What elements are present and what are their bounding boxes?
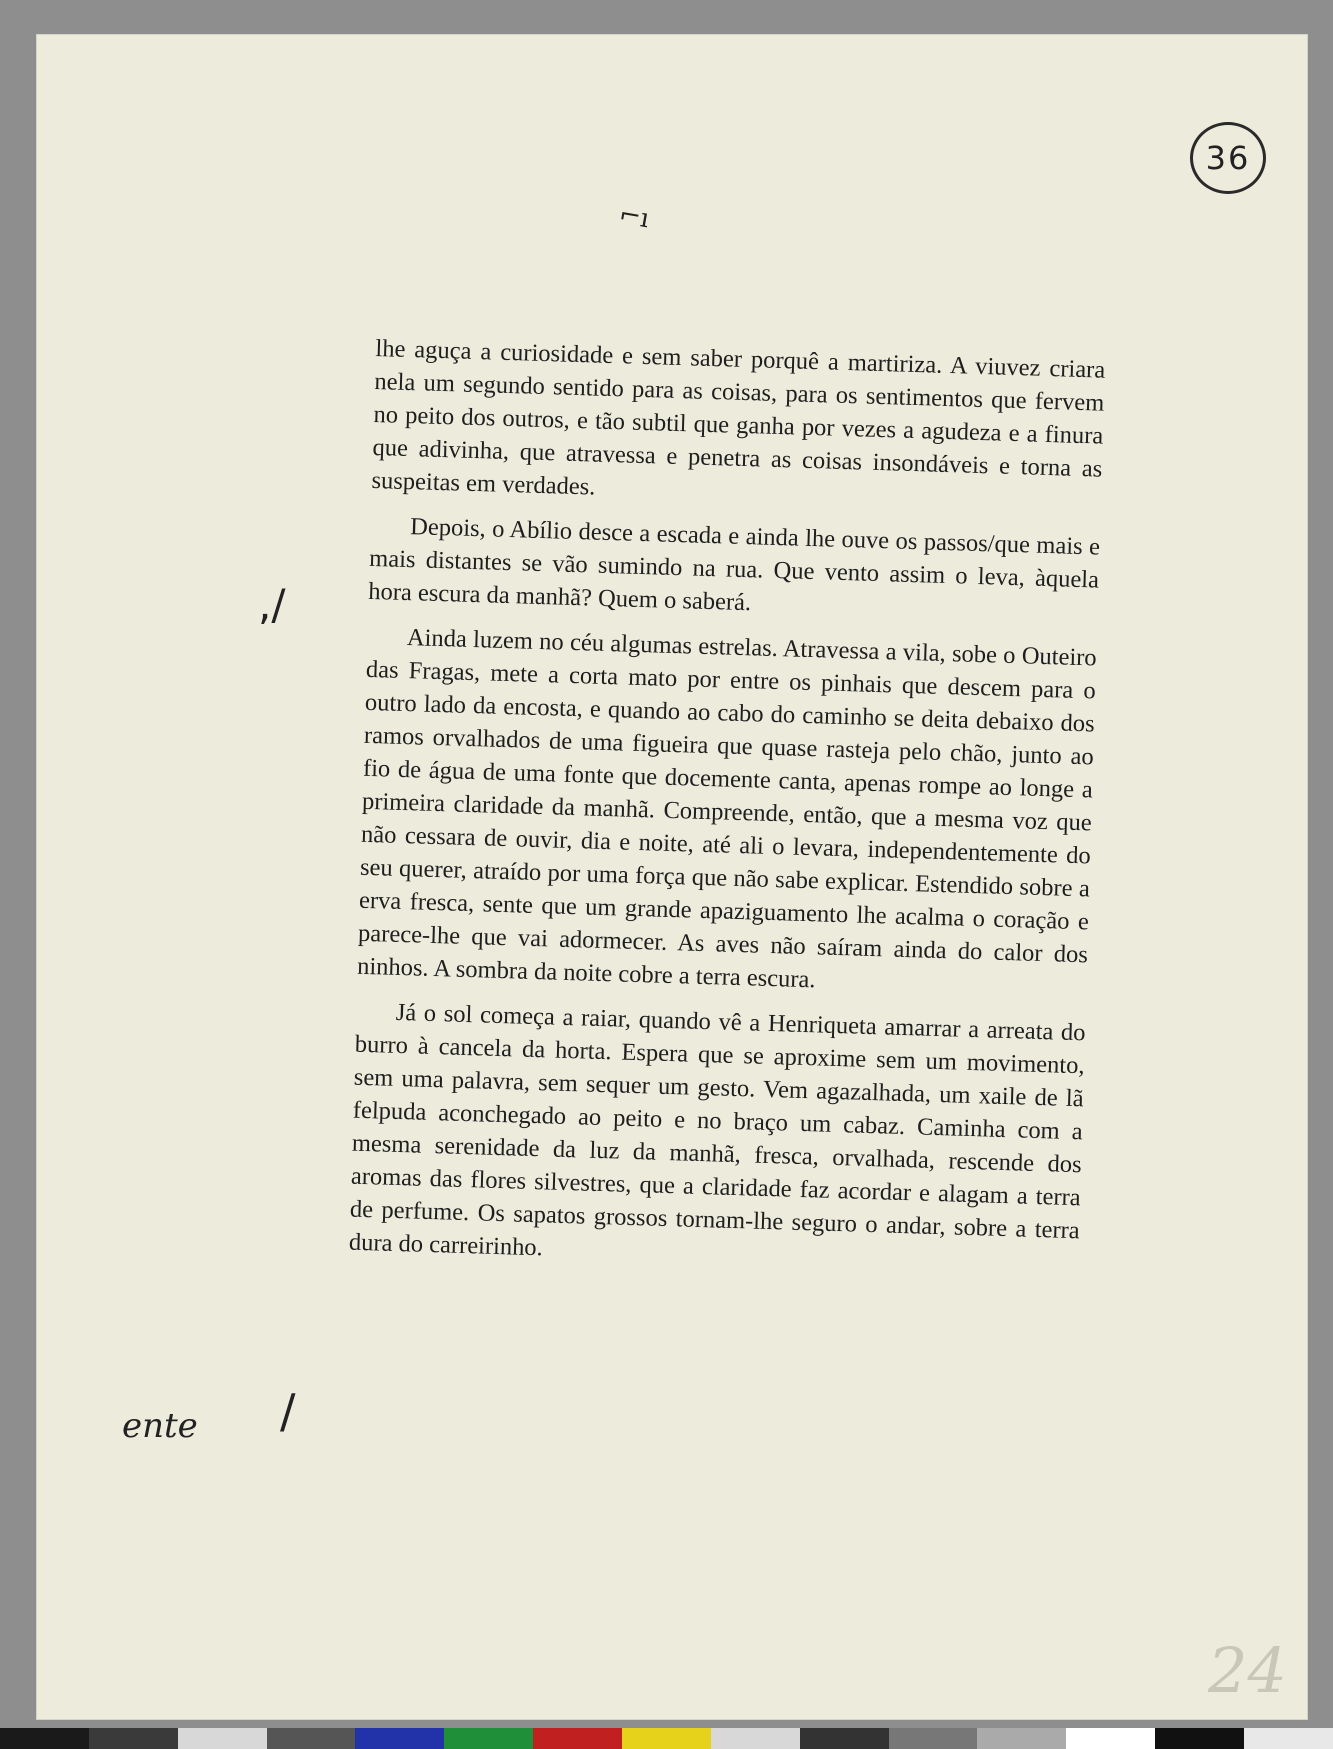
typed-text-block xyxy=(348,332,1106,1292)
color-swatch xyxy=(444,1728,533,1749)
color-swatch xyxy=(178,1728,267,1749)
color-swatch xyxy=(1244,1728,1333,1749)
color-swatch xyxy=(800,1728,889,1749)
color-swatch xyxy=(1066,1728,1155,1749)
color-swatch xyxy=(711,1728,800,1749)
color-swatch xyxy=(889,1728,978,1749)
color-swatch xyxy=(533,1728,622,1749)
pencil-folio-number: 24 xyxy=(1208,1634,1287,1707)
paragraph-4: Já o sol começa a raiar, quando vê a Henriqueta amarrar a arreata do burro à cancela da horta. Espera que se aproxime sem um movimento, sem uma palavra, sem sequer um gesto. Vem agazalhada, um xaile de lã felpuda aconchegado ao peito e no braço um cabaz. Caminha com a mesma serenidade da luz da manhã, fresca, orvalhada, rescende dos aromas das flores silvestres, que a claridade faz acordar e alagam a terra de perfume. Os sapatos grossos tornam-lhe seguro o andar, sobre a terra dura do carreirinho. xyxy=(348,998,1086,1262)
paragraph-1: lhe aguça a curiosidade e sem saber porquê a martiriza. A viuvez criara nela um segundo sentido para as coisas, para os sentimentos que fervem no peito dos outros, e tão subtil que ganha por vezes a agudeza e a finura que adivinha, que atravessa e penetra as coisas insondáveis e torna as suspeitas em verdades. xyxy=(371,334,1106,501)
paragraph-3: Ainda luzem no céu algumas estrelas. Atravessa a vila, sobe o Outeiro das Fragas, mete a corta mato por entre os pinhais que descem para o outro lado da encosta, e quando ao cabo do caminho se deita debaixo dos ramos orvalhados de uma figueira que quase rasteja pelo chão, junto ao fio de água de uma fonte que docemente canta, apenas rompe ao longe a primeira claridade da manhã. Compreende, então, que a mesma voz que não cessara de ouvir, dia e noite, até ali o levara, independentemente do seu querer, atraído por uma força que não sabe explicar. Estendido sobre a erva fresca, sente que um grande apaziguamento lhe acalma o coração e parece-lhe que vai adormecer. As aves não saíram ainda do calor dos ninhos. A sombra da noite cobre a terra escura. xyxy=(356,624,1098,994)
color-swatch xyxy=(355,1728,444,1749)
paragraph-2: Depois, o Abílio desce a escada e ainda lhe ouve os passos/que mais e mais distantes se vão sumindo na rua. Que vento assim o leva, àquela hora escura da manhã? Quem o saberá. xyxy=(367,513,1101,617)
color-calibration-strip xyxy=(0,1728,1333,1749)
stray-ink-mark: ⌐ı xyxy=(616,199,652,235)
margin-correction-ente: ente xyxy=(122,1406,198,1446)
page-number: 36 xyxy=(1190,122,1266,194)
color-swatch xyxy=(89,1728,178,1749)
margin-correction-slash: / xyxy=(280,1384,296,1438)
manuscript-page xyxy=(36,34,1308,1720)
color-swatch xyxy=(977,1728,1066,1749)
color-swatch xyxy=(622,1728,711,1749)
color-swatch xyxy=(0,1728,89,1749)
margin-correction-comma: ,/ xyxy=(258,580,286,629)
color-swatch xyxy=(267,1728,356,1749)
color-swatch xyxy=(1155,1728,1244,1749)
